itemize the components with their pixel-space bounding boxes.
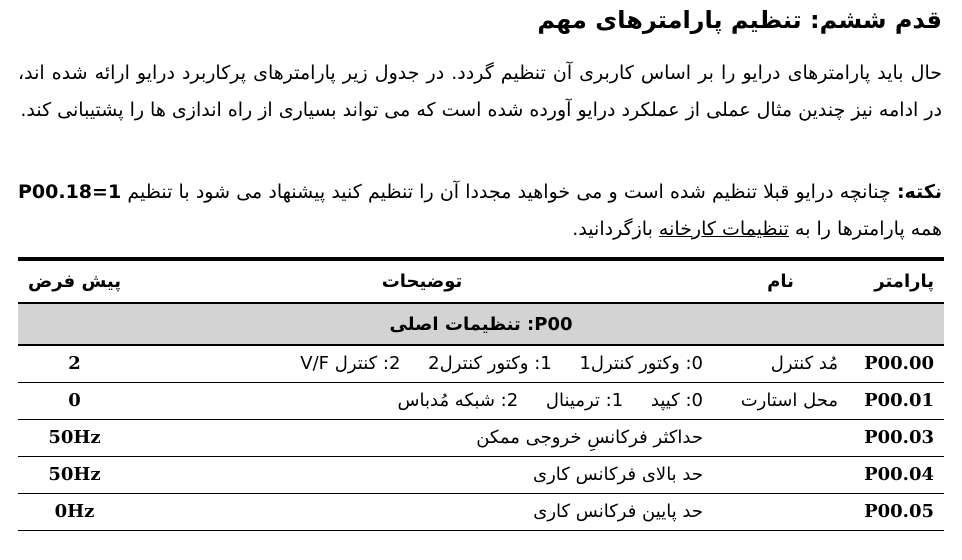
param-desc — [131, 382, 713, 419]
group-title: P00: تنظیمات اصلی — [389, 313, 573, 335]
param-desc: حد پایین فرکانس کاری — [533, 501, 703, 522]
param-name — [713, 493, 848, 530]
option: 2: کنترل V/F — [300, 353, 401, 375]
param-desc — [131, 345, 713, 382]
factory-settings-link[interactable]: تنظیمات کارخانه — [658, 218, 789, 240]
option: 0: وکتور کنترل1 — [579, 353, 703, 375]
param-name — [713, 456, 848, 493]
param-default: 50Hz — [48, 464, 101, 485]
intro-paragraph: حال باید پارامترهای درایو را بر اساس کاربری آن تنظیم گردد. در جدول زیر پارامترهای پرکاربرد درایو ارائه شده اند، در ادامه نیز چندین مثال عملی از عملکرد درایو آورده شده است که می تواند بسیاری از راه اندازی ها را پشتیبانی کند. — [18, 62, 942, 121]
param-default: 50Hz — [48, 427, 101, 448]
param-name: محل استارت — [740, 390, 838, 411]
header-param: پارامتر — [874, 271, 934, 292]
param-code: P00.00 — [864, 353, 934, 375]
note-code: P00.18=1 — [18, 181, 122, 203]
param-name — [713, 419, 848, 456]
header-name: نام — [767, 271, 794, 292]
table-header-row — [18, 259, 944, 303]
param-default: 0 — [68, 390, 81, 411]
header-default: پیش فرض — [28, 271, 122, 292]
note-text-1: چنانچه درایو قبلا تنظیم شده است و می خواهید مجددا آن را تنظیم کنید پیشنهاد می شود با تنظیم — [127, 181, 891, 203]
note-text-2: همه پارامترها را به — [795, 218, 942, 240]
option: 1: ترمینال — [545, 390, 624, 411]
table-row — [18, 419, 944, 456]
table-row — [18, 456, 944, 493]
header-desc: توضیحات — [381, 271, 463, 292]
table-row — [18, 382, 944, 419]
option: 2: شبکه مُدباس — [397, 390, 519, 411]
param-default: 2 — [68, 353, 81, 375]
param-code: P00.04 — [864, 464, 934, 485]
param-name: مُد کنترل — [770, 353, 838, 375]
option: 0: کیپد — [650, 390, 703, 411]
parameters-table — [18, 257, 944, 531]
param-desc: حداکثر فرکانسِ خروجی ممکن — [476, 427, 703, 448]
param-code: P00.03 — [864, 427, 934, 448]
section-heading: قدم ششم: تنظیم پارامترهای مهم — [537, 6, 942, 34]
option: 1: وکتور کنترل2 — [428, 353, 552, 375]
param-code: P00.05 — [864, 501, 934, 522]
note-label: نکته: — [896, 181, 942, 203]
group-row — [18, 303, 944, 345]
note-text-3: بازگردانید. — [572, 218, 653, 240]
param-default: 0Hz — [54, 501, 95, 522]
param-code: P00.01 — [864, 390, 934, 411]
table-row — [18, 345, 944, 382]
table-row — [18, 493, 944, 530]
note-paragraph — [18, 174, 942, 248]
param-desc: حد بالای فرکانس کاری — [533, 464, 703, 485]
